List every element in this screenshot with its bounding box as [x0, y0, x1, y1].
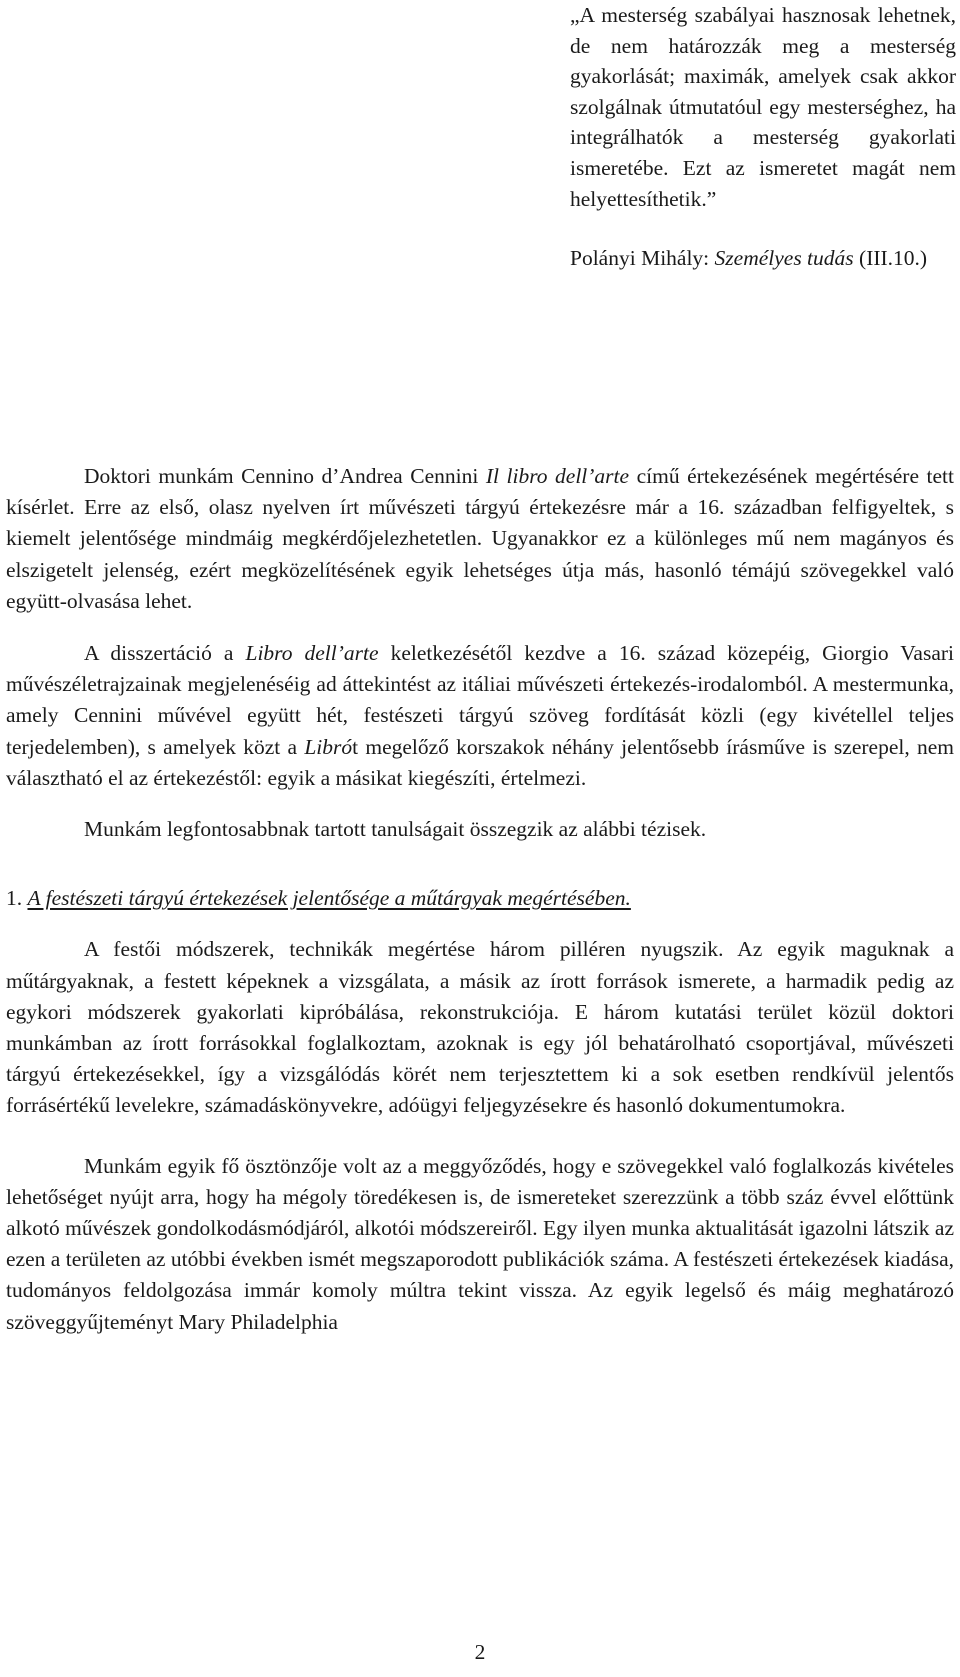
paragraph-text: Doktori munkám Cennino d’Andrea Cennini: [84, 464, 486, 488]
book-title: Il libro dell’arte: [485, 464, 630, 488]
paragraph-text: t megelőző korszakok néhány jelentősebb írásműve is szerepel, nem választható el az értekezéstől: egyik a másikat kiegészíti, értelmezi.: [6, 734, 954, 790]
section-number: 1.: [6, 886, 28, 911]
paragraph-theses: Munkám legfontosabbnak tartott tanulságait összegzik az alábbi tézisek.: [84, 817, 707, 842]
epigraph-reference: (III.10.): [853, 246, 928, 271]
section-heading: [6, 883, 954, 914]
paragraph-methods: A festői módszerek, technikák megértése három pilléren nyugszik. Az egyik maguknak a műtárgyaknak, a festett képeknek a vizsgálata, a másik az írott források ismerete, a harmadik pedig az egykori módszerek gyakorlati kipróbálása, rekonstrukciója. E három kutatási terület közül doktori munkámban az írott forrásokkal foglalkoztam, azoknak is egy jól behatárolható csoportjával, művészeti tárgyú értekezésekkel, így a vizsgálódás körét nem terjesztettem ki a sok esetben rendkívül jelentős forrásértékű levelekre, számadáskönyvekre, adóügyi feljegyzésekre és hasonló dokumentumokra.: [6, 937, 954, 1118]
epigraph: [570, 0, 956, 274]
page-number: 2: [474, 1640, 486, 1664]
paragraph-dissertation: [6, 638, 954, 794]
paragraph-motivation: Munkám egyik fő ösztönzője volt az a meggyőződés, hogy e szövegekkel való foglalkozás kivételes lehetőséget nyújt arra, hogy ha mégoly töredékesen is, de ismereteket szerezzünk a több száz évvel előttünk alkotó művészek gondolkodásmódjáról, alkotói módszereiről. Egy ilyen munka aktualitását igazolni látszik az ezen a területen az utóbbi években ismét megszaporodott publikációk száma. A festészeti értekezések kiadása, tudományos feldolgozása immár komoly múltra tekint vissza. Az egyik legelső és máig meghatározó szöveggyűjteményt Mary Philadelphia: [6, 1153, 954, 1334]
paragraph-text: című értekezésének megértésére tett kísérlet. Erre az első, olasz nyelven írt művészeti tárgyú értekezésre már a 16. században felfigyeltek, s kiemelt jelentősége mindmáig megkérdőjelezhetetlen. Ugyanakkor ez a különleges mű nem magányos és elszigetelt jelenség, ezért megközelítésének egyik lehetséges útja más, hasonló témájú szövegekkel való együtt-olvasása lehet.: [6, 464, 954, 613]
paragraph-text: A disszertáció a: [84, 641, 246, 666]
paragraph-intro: [6, 461, 954, 617]
epigraph-source: [570, 243, 956, 274]
paragraph-text: keletkezésétől kezdve a 16. század közepéig, Giorgio Vasari művészéletrajzainak megjelenéséig ad áttekintést az itáliai művészeti értekezés-irodalomból. A mestermunka, amely Cennini művével együtt hét, festészeti tárgyú szöveg fordítását közli (egy kivétellel teljes terjedelemben), s amelyek közt a: [6, 641, 954, 759]
epigraph-author: Polányi Mihály:: [570, 246, 715, 271]
epigraph-work-title: Személyes tudás: [714, 246, 854, 271]
body-text: [6, 461, 954, 1338]
book-title: Libro dell’arte: [245, 641, 379, 666]
book-title: Libró: [304, 734, 353, 759]
epigraph-quote: „A mesterség szabályai hasznosak lehetnek, de nem határozzák meg a mesterség gyakorlását; maximák, amelyek csak akkor szolgálnak útmutatóul egy mesterséghez, ha integrálhatók a mesterség gyakorlati ismeretébe. Ezt az ismeretet magát nem helyettesíthetik.”: [570, 3, 956, 211]
section-title: A festészeti tárgyú értekezések jelentősége a műtárgyak megértésében.: [27, 886, 631, 911]
